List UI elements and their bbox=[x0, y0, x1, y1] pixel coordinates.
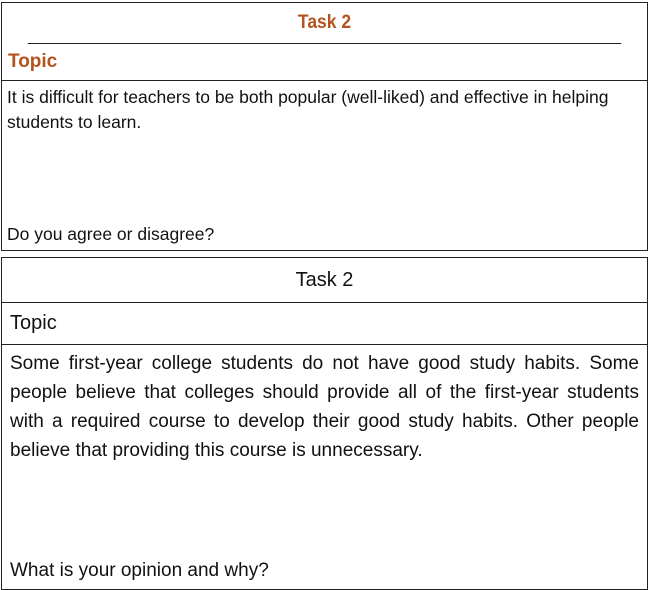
topic-label: Topic bbox=[2, 44, 647, 81]
prompt-cell bbox=[2, 345, 647, 588]
question-text: What is your opinion and why? bbox=[10, 560, 269, 581]
prompt-text: It is difficult for teachers to be both popular (well-liked) and effective in helping students to learn. bbox=[7, 87, 609, 132]
topic-label: Topic bbox=[2, 303, 647, 345]
task-table-1 bbox=[1, 2, 648, 251]
prompt-text: Some first-year college students do not have good study habits. Some people believe that colleges should provide all of the first-year students with a required course to develop their good study habits. Other people believe that providing this course is unnecessary. bbox=[10, 353, 639, 461]
question-text: Do you agree or disagree? bbox=[7, 224, 215, 244]
task-table-2 bbox=[1, 257, 648, 590]
prompt-cell bbox=[2, 81, 647, 250]
task-title: Task 2 bbox=[2, 258, 647, 303]
task-title: Task 2 bbox=[28, 3, 621, 44]
